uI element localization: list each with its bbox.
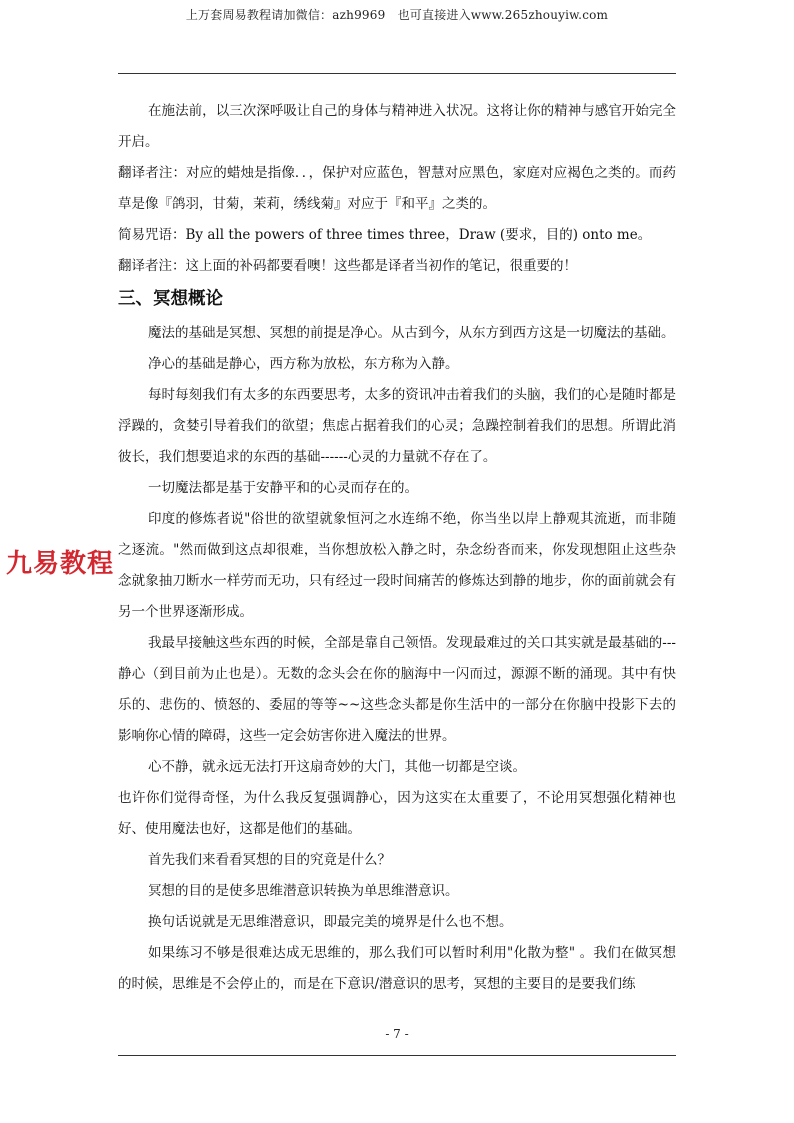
translator-note: 翻译者注：对应的蜡烛是指像．．，保护对应蓝色，智慧对应黑色，家庭对应褐色之类的。而药草是像『鸽羽，甘菊，茉莉，绣线菊』对应于『和平』之类的。 <box>118 165 676 212</box>
paragraph: 一切魔法都是基于安静平和的心灵而存在的。 <box>148 480 418 496</box>
paragraph: 换句话说就是无思维潜意识，即最完美的境界是什么也不想。 <box>148 914 513 930</box>
paragraph: 印度的修炼者说"俗世的欲望就象恒河之水连绵不绝，你当坐以岸上静观其流逝，而非随之逐流。"然而做到这点却很难，当你想放松入静之时，杂念纷沓而来，你发现想阻止这些杂念就象抽刀断水一样劳而无功，只有经过一段时间痛苦的修炼达到静的地步，你的面前就会有另一个世界逐渐形成。 <box>118 511 676 620</box>
section-heading: 三、冥想概论 <box>118 289 223 309</box>
paragraph: 魔法的基础是冥想、冥想的前提是净心。从古到今，从东方到西方这是一切魔法的基础。 <box>148 325 675 341</box>
watermark-label: 九易教程 <box>6 549 115 579</box>
document-body <box>118 96 676 1000</box>
paragraph: 我最早接触这些东西的时候，全部是靠自己领悟。发现最难过的关口其实就是最基础的---静心（到目前为止也是）。无数的念头会在你的脑海中一闪而过，源源不断的涌现。其中有快乐的、悲伤的、愤怒的、委屈的等等~~这些念头都是你生活中的一部分在你脑中投影下去的影响你心情的障碍，这些一定会妨害你进入魔法的世界。 <box>118 635 676 744</box>
paragraph: 冥想的目的是使多思维潜意识转换为单思维潜意识。 <box>148 883 459 899</box>
footer-rule <box>118 1055 676 1056</box>
paragraph: 如果练习不够是很难达成无思维的，那么我们可以暂时利用"化散为整" 。我们在做冥想的时候，思维是不会停止的，而是在下意识/潜意识的思考，冥想的主要目的是要我们练 <box>118 945 676 992</box>
paragraph: 每时每刻我们有太多的东西要思考，太多的资讯冲击着我们的头脑，我们的心是随时都是浮躁的，贪婪引导着我们的欲望；焦虑占据着我们的心灵；急躁控制着我们的思想。所谓此消彼长，我们想要追求的东西的基础------心灵的力量就不存在了。 <box>118 387 676 465</box>
page-header: 上万套周易教程请加微信：azh9969 也可直接进入www.265zhouyiw.com <box>185 8 609 22</box>
paragraph: 净心的基础是静心，西方称为放松，东方称为入静。 <box>148 356 459 372</box>
simple-spell: 简易咒语：By all the powers of three times three，Draw (要求，目的) onto me。 <box>118 227 652 243</box>
paragraph: 心不静，就永远无法打开这扇奇妙的大门，其他一切都是空谈。 <box>148 759 526 775</box>
paragraph: 首先我们来看看冥想的目的究竟是什么？ <box>148 852 391 868</box>
translator-note: 翻译者注：这上面的补码都要看噢！这些都是译者当初作的笔记，很重要的！ <box>118 258 577 274</box>
paragraph: 在施法前，以三次深呼吸让自己的身体与精神进入状况。这将让你的精神与感官开始完全开启。 <box>118 103 676 150</box>
page-number: - 7 - <box>385 1027 409 1041</box>
paragraph: 也许你们觉得奇怪，为什么我反复强调静心，因为这实在太重要了，不论用冥想强化精神也好、使用魔法也好，这都是他们的基础。 <box>118 790 676 837</box>
header-rule <box>118 73 676 74</box>
